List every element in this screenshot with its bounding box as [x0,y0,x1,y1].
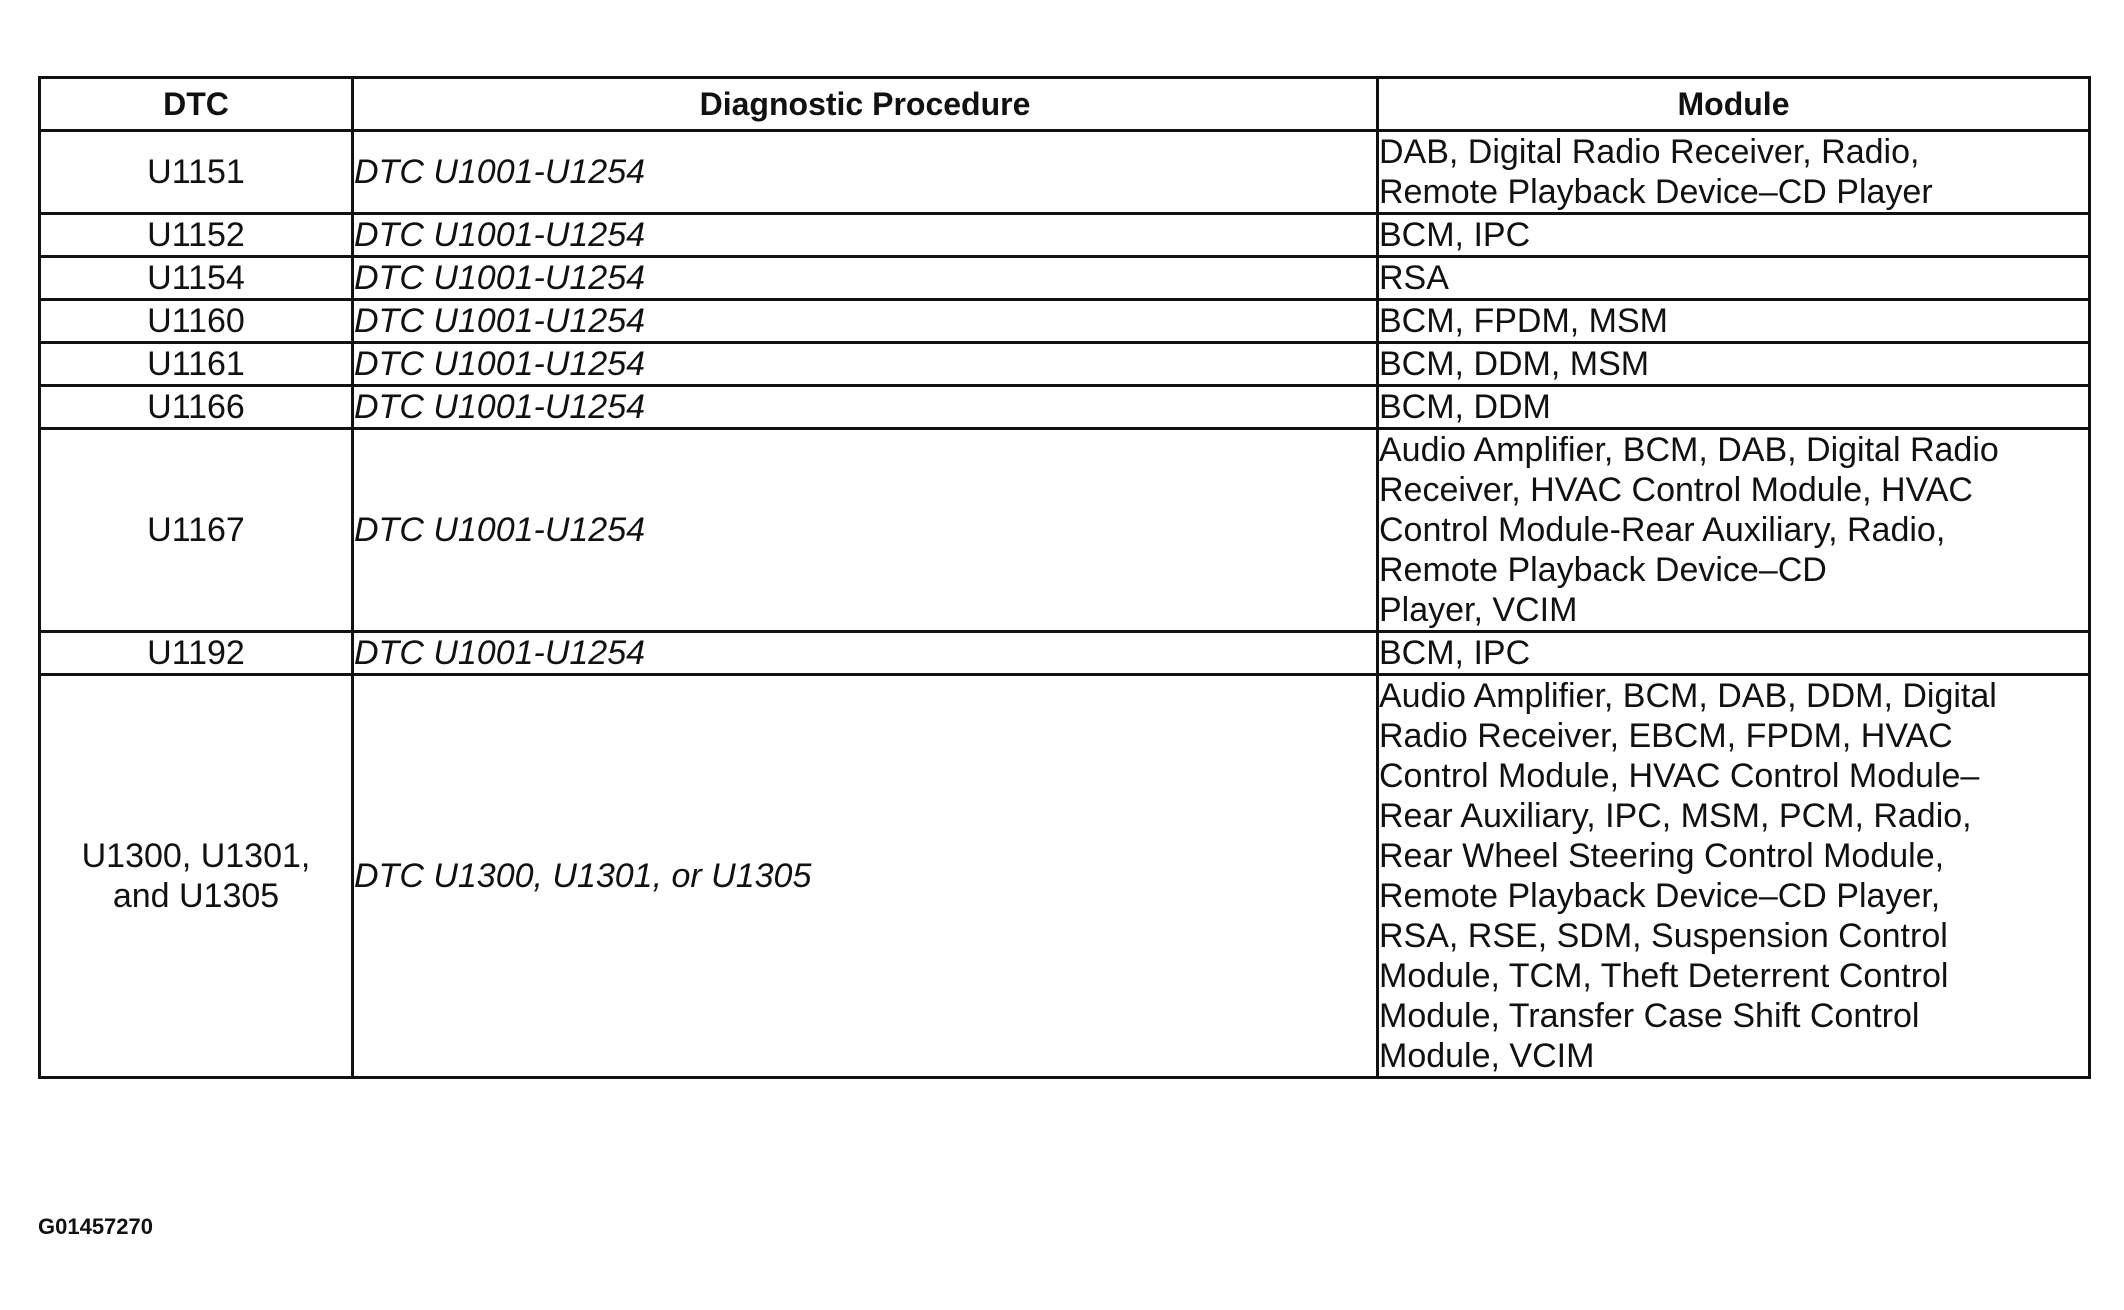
dtc-cell [40,386,353,429]
table-body [40,131,2090,1078]
diagnostic-procedure-cell: DTC U1001-U1254 [353,343,1378,386]
module-line: Remote Playback Device–CD [1379,551,1827,589]
dtc-code: U1192 [147,634,245,672]
diagnostic-procedure-cell: DTC U1001-U1254 [353,632,1378,675]
module-line: Remote Playback Device–CD Player [1379,173,1933,211]
module-line: Audio Amplifier, BCM, DAB, Digital Radio [1379,431,1999,469]
module-cell [1378,300,2090,343]
dtc-table-container [38,76,2091,1079]
dtc-code: U1161 [147,345,245,383]
module-line: Control Module, HVAC Control Module– [1379,757,1980,795]
module-cell [1378,632,2090,675]
module-line: Radio Receiver, EBCM, FPDM, HVAC [1379,717,1953,755]
module-line: Audio Amplifier, BCM, DAB, DDM, Digital [1379,677,1997,715]
table-row [40,131,2090,214]
module-line: BCM, IPC [1379,634,1531,672]
diagnostic-procedure-cell: DTC U1001-U1254 [353,257,1378,300]
column-header-dtc: DTC [40,78,353,131]
module-line: BCM, IPC [1379,216,1531,254]
module-line: Module, VCIM [1379,1037,1595,1075]
dtc-cell [40,214,353,257]
dtc-code: U1152 [147,216,245,254]
dtc-code: U1300, U1301, [81,837,311,875]
module-cell [1378,429,2090,632]
module-cell [1378,386,2090,429]
diagnostic-procedure-cell: DTC U1300, U1301, or U1305 [353,675,1378,1078]
module-line: BCM, DDM [1379,388,1551,426]
column-header-module: Module [1378,78,2090,131]
module-line: RSA [1379,259,1449,297]
table-row [40,300,2090,343]
diagnostic-procedure-cell: DTC U1001-U1254 [353,429,1378,632]
table-row [40,343,2090,386]
module-line: Control Module-Rear Auxiliary, Radio, [1379,511,1946,549]
diagnostic-procedure-cell: DTC U1001-U1254 [353,131,1378,214]
module-line: Module, Transfer Case Shift Control [1379,997,1920,1035]
dtc-cell [40,632,353,675]
dtc-cell [40,675,353,1078]
module-line: BCM, FPDM, MSM [1379,302,1668,340]
module-line: Player, VCIM [1379,591,1578,629]
figure-id: G01457270 [38,1214,153,1239]
module-cell [1378,675,2090,1078]
module-line: Rear Auxiliary, IPC, MSM, PCM, Radio, [1379,797,1972,835]
table-row [40,632,2090,675]
dtc-table [38,76,2091,1079]
table-row [40,429,2090,632]
table-row [40,675,2090,1078]
diagnostic-procedure-cell: DTC U1001-U1254 [353,386,1378,429]
table-row [40,257,2090,300]
module-cell [1378,343,2090,386]
diagnostic-procedure-cell: DTC U1001-U1254 [353,300,1378,343]
dtc-code: U1167 [147,511,245,549]
dtc-cell [40,257,353,300]
module-line: Receiver, HVAC Control Module, HVAC [1379,471,1973,509]
module-line: RSA, RSE, SDM, Suspension Control [1379,917,1948,955]
module-line: Rear Wheel Steering Control Module, [1379,837,1945,875]
module-line: DAB, Digital Radio Receiver, Radio, [1379,133,1920,171]
module-cell [1378,131,2090,214]
dtc-cell [40,300,353,343]
module-cell [1378,257,2090,300]
module-line: BCM, DDM, MSM [1379,345,1650,383]
column-header-diagnostic-procedure: Diagnostic Procedure [353,78,1378,131]
dtc-cell [40,429,353,632]
table-row [40,214,2090,257]
table-row [40,386,2090,429]
module-line: Remote Playback Device–CD Player, [1379,877,1941,915]
table-header-row [40,78,2090,131]
diagnostic-procedure-cell: DTC U1001-U1254 [353,214,1378,257]
dtc-code: U1166 [147,388,245,426]
dtc-code: U1151 [147,153,245,191]
module-cell [1378,214,2090,257]
dtc-cell [40,343,353,386]
module-line: Module, TCM, Theft Deterrent Control [1379,957,1949,995]
dtc-code: and U1305 [112,877,280,915]
dtc-code: U1160 [147,302,245,340]
dtc-code: U1154 [147,259,245,297]
dtc-cell [40,131,353,214]
